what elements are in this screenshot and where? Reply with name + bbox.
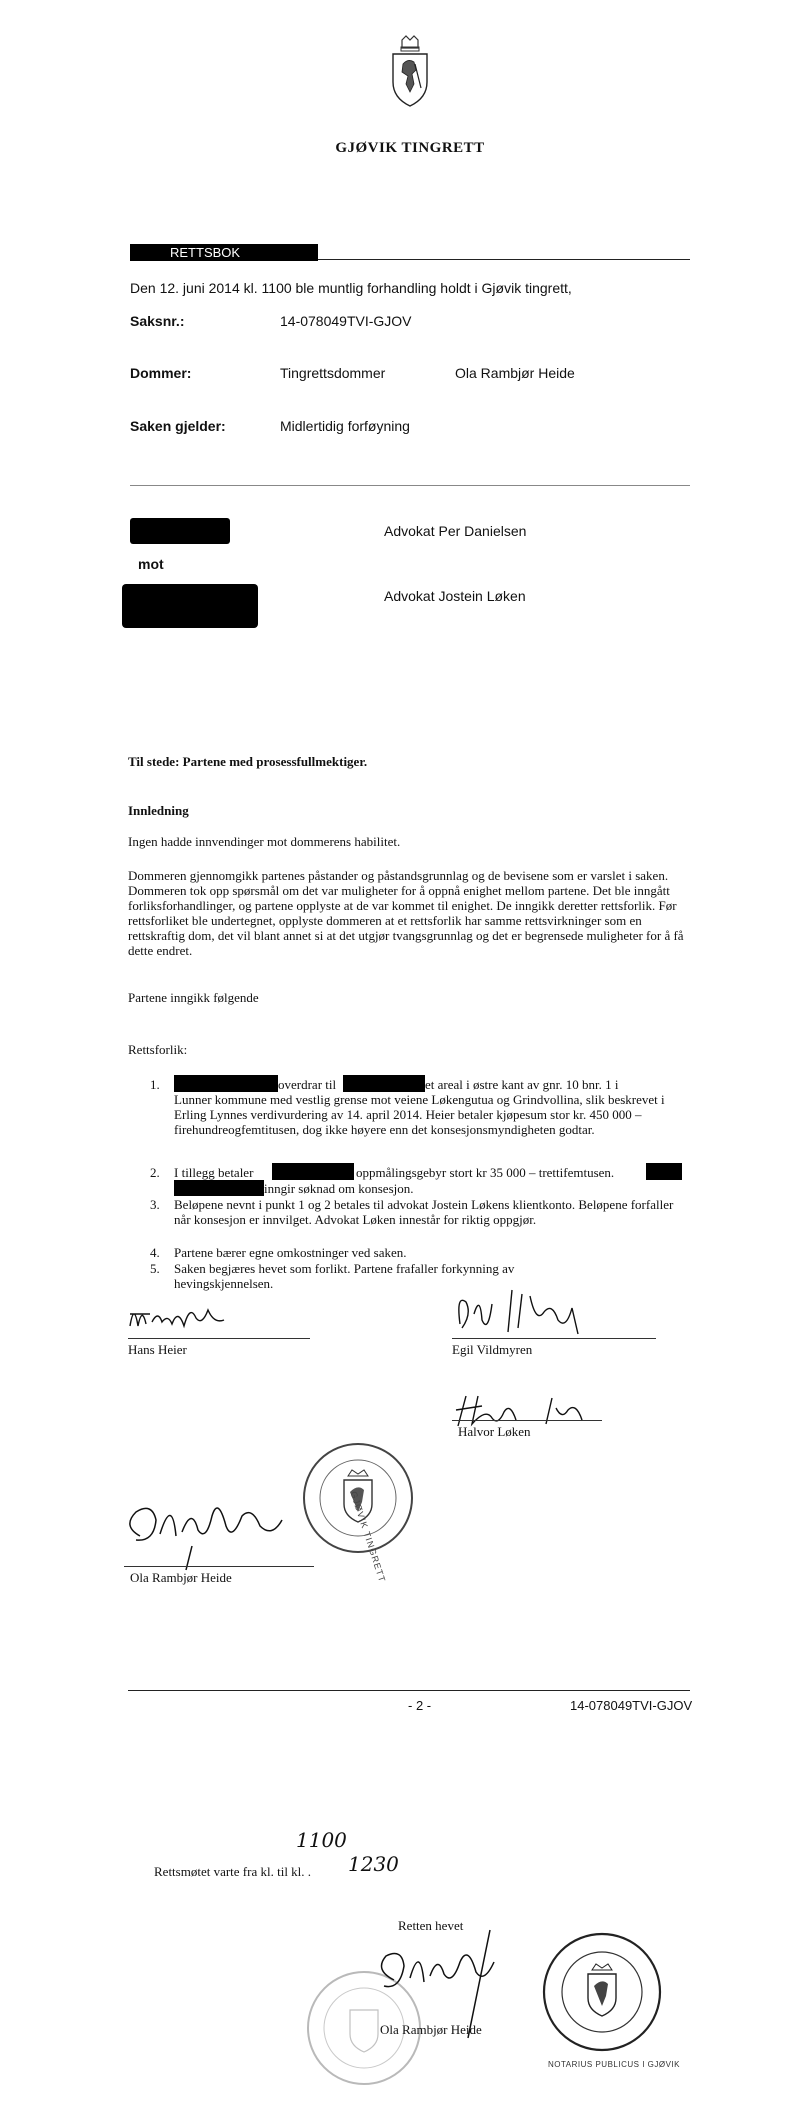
redacted-applicant-a xyxy=(646,1163,682,1180)
item-5-number: 5. xyxy=(150,1261,160,1276)
rettsforlik-heading: Rettsforlik: xyxy=(128,1042,188,1057)
saksnr-label: Saksnr.: xyxy=(130,313,185,329)
item-4-text: Partene bærer egne omkostninger ved saken. xyxy=(174,1245,407,1260)
coat-of-arms-logo xyxy=(388,34,432,108)
court-name: GJØVIK TINGRETT xyxy=(335,140,485,156)
redacted-applicant-b xyxy=(174,1180,264,1196)
signature-line-egil xyxy=(452,1338,656,1339)
retten-hevet: Retten hevet xyxy=(398,1918,464,1933)
item-1-text-c: Lunner kommune med vestlig grense mot veiene Løkengutua og Grindvollina, slik beskrevet i Erling Lynnes verdivurdering av 14. april 2014. Heier betaler kjøpesum stor kr. 450 000 – firehundreogfemtitusen, dog ikke høyere enn det konsesjonsmyndigheten godtar. xyxy=(174,1092,665,1137)
party2-lawyer: Advokat Jostein Løken xyxy=(384,588,526,604)
rettsbok-label: RETTSBOK xyxy=(170,245,241,260)
session-intro: Den 12. juni 2014 kl. 1100 ble muntlig forhandling holdt i Gjøvik tingrett, xyxy=(130,280,572,296)
item-4-number: 4. xyxy=(150,1245,160,1260)
notarius-publicus-stamp xyxy=(540,1930,664,2054)
name-hans-heier: Hans Heier xyxy=(128,1342,187,1357)
item-3-number: 3. xyxy=(150,1197,160,1212)
signature-ola-heide xyxy=(122,1486,312,1572)
signature-hans-heier xyxy=(124,1296,244,1340)
dommer-title: Tingrettsdommer xyxy=(280,365,386,381)
dommer-label: Dommer: xyxy=(130,365,192,381)
redacted-seller xyxy=(174,1075,278,1092)
item-2-text-b: oppmålingsgebyr stort kr 35 000 – trettifemtusen. xyxy=(356,1165,615,1180)
name-egil-vildmyren: Egil Vildmyren xyxy=(452,1342,533,1357)
name-halvor-loken: Halvor Løken xyxy=(458,1424,531,1439)
redacted-party-2 xyxy=(122,584,258,628)
signature-line-ola xyxy=(124,1566,314,1567)
footer-rule xyxy=(128,1690,690,1691)
redacted-buyer xyxy=(343,1075,425,1092)
item-5-text: Saken begjæres hevet som forlikt. Partene frafaller forkynning av hevingskjennelsen. xyxy=(174,1261,515,1291)
banner-rule xyxy=(318,259,690,260)
page-number: - 2 - xyxy=(408,1698,432,1713)
item-3-text: Beløpene nevnt i punkt 1 og 2 betales til advokat Jostein Løkens klientkonto. Beløpene forfaller når konsesjon er innvilget. Advokat Løken innestår for riktig oppgjør. xyxy=(174,1197,674,1227)
signature-line-halvor xyxy=(452,1420,602,1421)
signature-line-hans xyxy=(128,1338,310,1339)
dommer-name: Ola Rambjør Heide xyxy=(455,365,575,381)
header-divider xyxy=(130,485,690,486)
mot-label: mot xyxy=(138,556,164,572)
saksnr-value: 14-078049TVI-GJOV xyxy=(280,313,412,329)
rettsbok-banner xyxy=(130,244,318,261)
innledning-p2: Dommeren gjennomgikk partenes påstander og påstandsgrunnlag og de bevisene som er varslet i saken. Dommeren tok opp spørsmål om det var muligheter for å oppnå enighet mellom partene. Det ble inngått forliksforhandlinger, og partene opplyste at de var kommet til enighet. De inngikk deretter rettsforlik. Før rettsforliket ble undertegnet, opplyste dommeren at et rettsforlik har samme rettsvirkninger som en rettskraftig dom, det vil blant annet si at det utgjør tvangsgrunnlag og det er begrensede muligheter for å få dette endret. xyxy=(128,868,684,958)
redacted-payer xyxy=(272,1163,354,1180)
handwritten-start-time: 1100 xyxy=(296,1828,347,1852)
innledning-heading: Innledning xyxy=(128,803,189,818)
item-2-text-a: I tillegg betaler xyxy=(174,1165,254,1180)
item-2-number: 2. xyxy=(150,1165,160,1180)
item-1-text-a: overdrar til xyxy=(278,1077,337,1092)
innledning-p1: Ingen hadde innvendinger mot dommerens habilitet. xyxy=(128,834,401,849)
item-1-text-b: et areal i østre kant av gnr. 10 bnr. 1 i xyxy=(425,1077,619,1092)
footer-case-number: 14-078049TVI-GJOV xyxy=(570,1698,693,1713)
signature-egil-vildmyren xyxy=(452,1284,632,1344)
item-1-number: 1. xyxy=(150,1077,160,1092)
redacted-party-1 xyxy=(130,518,230,544)
til-stede: Til stede: Partene med prosessfullmektiger. xyxy=(128,754,368,769)
handwritten-end-time: 1230 xyxy=(348,1852,399,1876)
party1-lawyer: Advokat Per Danielsen xyxy=(384,523,527,539)
court-seal-text: GJØVIK TINGRETT xyxy=(348,1490,388,1584)
innledning-p3: Partene inngikk følgende xyxy=(128,990,259,1005)
item-2-text-c: inngir søknad om konsesjon. xyxy=(264,1181,414,1196)
name-ola-heide: Ola Rambjør Heide xyxy=(130,1570,232,1585)
saken-value: Midlertidig forføyning xyxy=(280,418,410,434)
rettsmotet-text: Rettsmøtet varte fra kl. til kl. . xyxy=(154,1864,312,1879)
saken-label: Saken gjelder: xyxy=(130,418,226,434)
name-ola-heide-closing: Ola Rambjør Heide xyxy=(380,2022,482,2037)
notarius-stamp-text: NOTARIUS PUBLICUS I GJØVIK xyxy=(548,2060,680,2069)
